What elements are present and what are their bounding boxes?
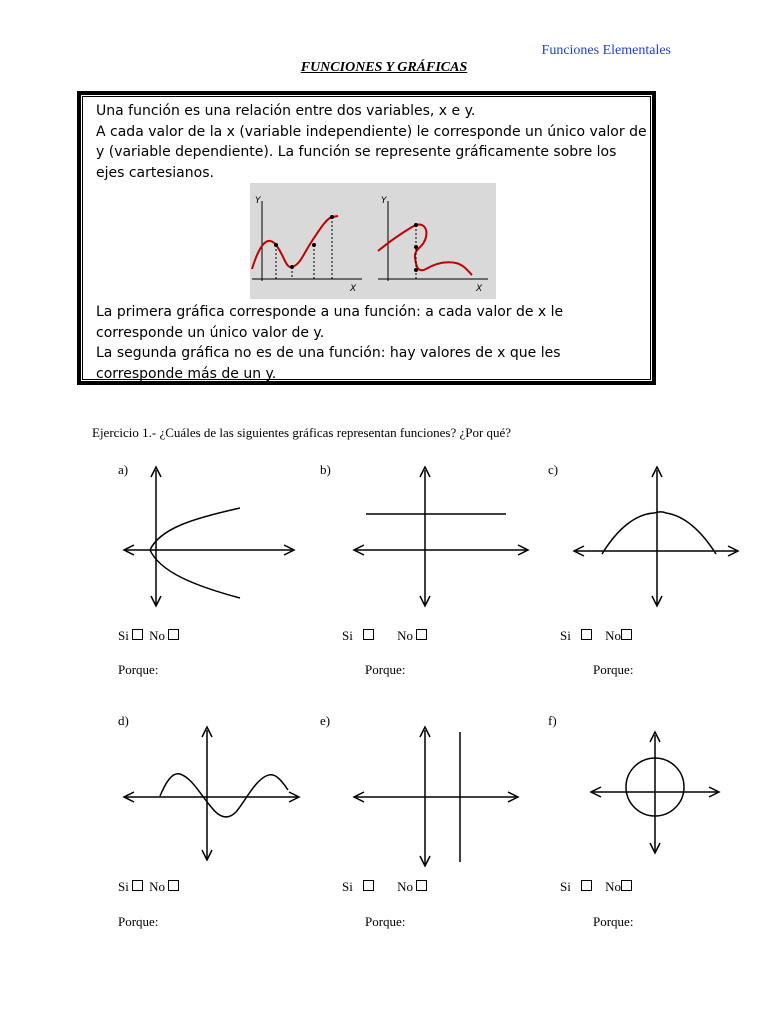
si-label: Si <box>560 628 571 643</box>
conclusion-line: corresponde más de un y. <box>96 365 277 382</box>
non-function-curve <box>378 225 472 275</box>
no-checkbox[interactable] <box>416 629 427 640</box>
si-label: Si <box>118 879 129 894</box>
no-label: No <box>605 879 621 894</box>
no-label: No <box>397 879 413 894</box>
page-title: FUNCIONES Y GRÁFICAS <box>300 60 468 75</box>
point <box>330 215 334 219</box>
no-checkbox[interactable] <box>621 880 632 891</box>
answer-b <box>342 628 430 644</box>
definition-box <box>77 91 656 385</box>
graph-c <box>570 462 742 612</box>
si-label: Si <box>560 879 571 894</box>
point <box>312 243 316 247</box>
no-label: No <box>605 628 621 643</box>
graph-d <box>120 722 305 864</box>
intro-line: ejes cartesianos. <box>96 164 214 181</box>
no-checkbox[interactable] <box>168 880 179 891</box>
porque-b: Porque: <box>365 662 406 677</box>
sine-wave <box>160 774 288 817</box>
graph-e <box>350 722 535 870</box>
intro-line: Una función es una relación entre dos variables, x e y. <box>96 103 476 119</box>
si-label: Si <box>342 879 353 894</box>
conclusion-line: La primera gráfica corresponde a una función: a cada valor de x le <box>96 304 564 320</box>
graph-e-label: e) <box>320 713 331 728</box>
no-checkbox[interactable] <box>416 880 427 891</box>
y-axis-label: Y <box>255 196 261 206</box>
exercise-title: Ejercicio 1.- ¿Cuáles de las siguientes gráficas representan funciones? ¿Por qué? <box>92 425 512 440</box>
x-axis-label: X <box>350 284 357 294</box>
si-checkbox[interactable] <box>363 880 374 891</box>
conclusion-line: La segunda gráfica no es de una función: hay valores de x que les <box>96 345 561 361</box>
point <box>414 268 418 272</box>
intro-line: A cada valor de la x (variable independiente) le corresponde un único valor de <box>96 123 647 140</box>
graph-a <box>120 462 300 612</box>
graph-b-label: b) <box>320 462 331 477</box>
si-label: Si <box>118 628 129 643</box>
answer-d <box>118 879 182 895</box>
function-graph <box>252 196 362 294</box>
intro-line: y (variable dependiente). La función se represente gráficamente sobre los <box>96 144 617 160</box>
answer-f <box>560 879 635 895</box>
subject-header: Funciones Elementales <box>541 43 671 58</box>
conclusion-line: corresponde un único valor de y. <box>96 324 325 341</box>
y-axis-label: Y <box>381 196 387 206</box>
no-checkbox[interactable] <box>621 629 632 640</box>
graph-c-label: c) <box>548 462 559 477</box>
definition-conclusion <box>96 302 656 384</box>
porque-d: Porque: <box>118 914 159 929</box>
answer-e <box>342 879 430 895</box>
graph-f <box>585 727 725 857</box>
porque-e: Porque: <box>365 914 406 929</box>
si-checkbox[interactable] <box>581 880 592 891</box>
sideways-parabola <box>150 508 240 598</box>
point <box>414 223 418 227</box>
no-label: No <box>149 879 165 894</box>
si-checkbox[interactable] <box>363 629 374 640</box>
no-label: No <box>149 628 165 643</box>
point <box>414 245 418 249</box>
si-checkbox[interactable] <box>132 880 143 891</box>
downward-parabola <box>602 512 716 554</box>
si-label: Si <box>342 628 353 643</box>
graph-a-label: a) <box>118 462 129 477</box>
answer-c <box>560 628 635 644</box>
porque-f: Porque: <box>593 914 634 929</box>
graph-b <box>350 462 535 612</box>
function-example-figure <box>250 183 496 299</box>
function-curve <box>252 216 338 269</box>
point <box>274 243 278 247</box>
answer-a <box>118 628 182 644</box>
si-checkbox[interactable] <box>132 629 143 640</box>
point <box>290 265 294 269</box>
non-function-graph <box>378 196 488 294</box>
si-checkbox[interactable] <box>581 629 592 640</box>
no-label: No <box>397 628 413 643</box>
porque-a: Porque: <box>118 662 159 677</box>
definition-intro <box>96 101 656 183</box>
graph-d-label: d) <box>118 713 129 728</box>
graph-f-label: f) <box>548 713 557 728</box>
x-axis-label: X <box>476 284 483 294</box>
example-graphs-svg <box>250 183 496 299</box>
porque-c: Porque: <box>593 662 634 677</box>
no-checkbox[interactable] <box>168 629 179 640</box>
